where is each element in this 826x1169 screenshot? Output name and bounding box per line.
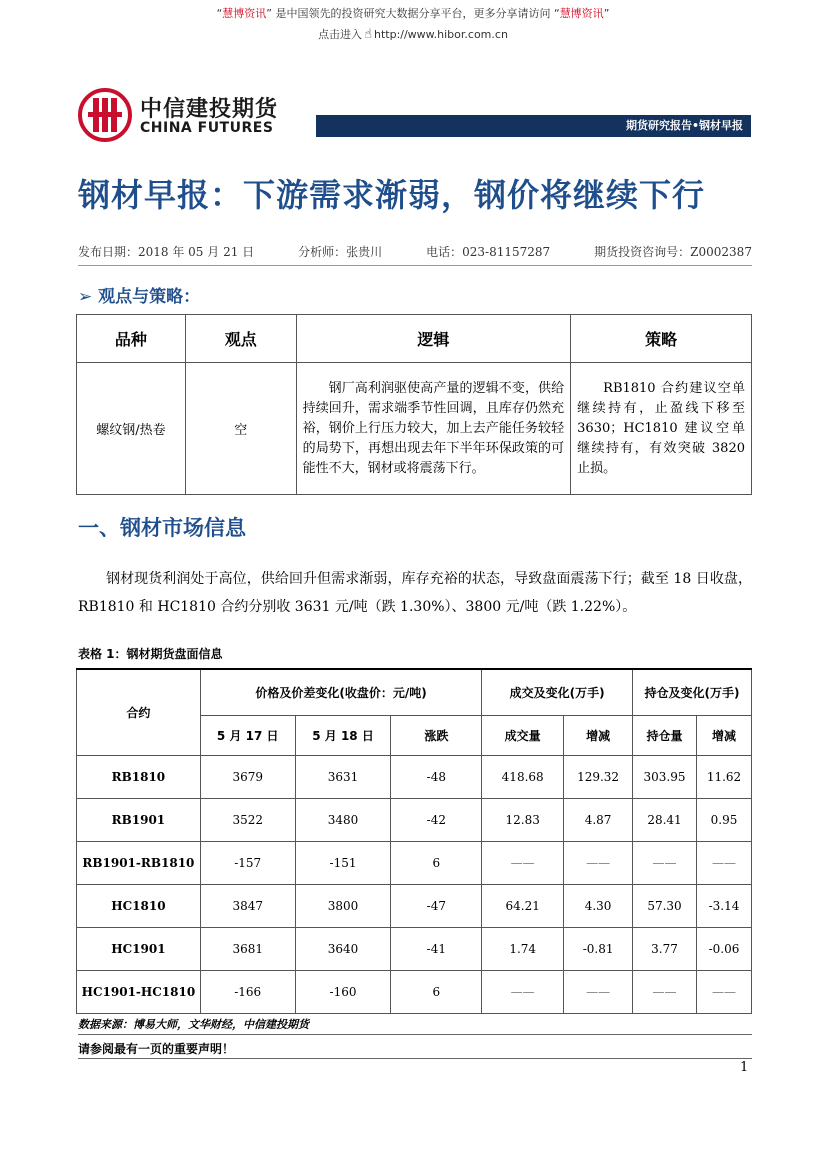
cell-value: 4.87 xyxy=(564,798,633,841)
promo-url-link[interactable]: http://www.hibor.com.cn xyxy=(373,28,508,41)
cell-contract: HC1901-HC1810 xyxy=(77,970,201,1013)
cell-value: —— xyxy=(696,841,751,884)
header-open-interest-change: 持仓及变化(万手) xyxy=(633,669,752,715)
cell-value: 57.30 xyxy=(633,884,697,927)
report-type-bar: 期货研究报告•钢材早报 xyxy=(316,115,751,137)
cell-contract: HC1810 xyxy=(77,884,201,927)
phone: 电话：023-81157287 xyxy=(426,245,551,259)
promo-quote-close: ” xyxy=(603,7,610,20)
license-number: 期货投资咨询号：Z0002387 xyxy=(594,245,752,259)
cell-value: 3679 xyxy=(200,755,295,798)
cell-value: —— xyxy=(633,970,697,1013)
cell-logic: 钢厂高利润驱使高产量的逻辑不变，供给持续回升，需求端季节性回调，且库存仍然充裕，钢价上行压力较大，加上去产能任务较轻的局势下，再想出现去年下半年环保政策的可能性不大，钢材或将震荡下行。 xyxy=(296,363,571,495)
table-caption: 表格 1：钢材期货盘面信息 xyxy=(78,647,223,661)
cell-value: 11.62 xyxy=(696,755,751,798)
subheader-volume-delta: 增减 xyxy=(564,715,633,755)
table-row xyxy=(77,884,752,927)
header-price-change: 价格及价差变化(收盘价：元/吨) xyxy=(200,669,481,715)
cell-value: 3640 xyxy=(295,927,391,970)
cell-value: —— xyxy=(696,970,751,1013)
cell-value: 4.30 xyxy=(564,884,633,927)
market-table xyxy=(76,668,752,1014)
header-strategy: 策略 xyxy=(571,315,752,363)
cell-value: 0.95 xyxy=(696,798,751,841)
cell-contract: RB1810 xyxy=(77,755,201,798)
promo-link-prefix[interactable]: 点击进入 xyxy=(318,28,363,41)
cell-value: 3800 xyxy=(295,884,391,927)
cell-value: —— xyxy=(633,841,697,884)
section-label: 观点与策略： xyxy=(98,287,201,307)
data-source: 数据来源：博易大师，文华财经，中信建投期货 xyxy=(78,1018,309,1031)
cell-value: 418.68 xyxy=(482,755,564,798)
cell-value: 3847 xyxy=(200,884,295,927)
promo-brand-link[interactable]: 慧博资讯 xyxy=(222,7,267,20)
cell-value: —— xyxy=(564,970,633,1013)
cell-contract: RB1901-RB1810 xyxy=(77,841,201,884)
subheader-volume: 成交量 xyxy=(482,715,564,755)
cell-value: -42 xyxy=(391,798,482,841)
subheader-may17: 5 月 17 日 xyxy=(200,715,295,755)
header-view: 观点 xyxy=(185,315,296,363)
analyst: 分析师：张贵川 xyxy=(298,245,383,259)
section-heading-market: 一、钢材市场信息 xyxy=(78,516,246,540)
page-title: 钢材早报：下游需求渐弱，钢价将继续下行 xyxy=(78,176,706,214)
cell-value: -48 xyxy=(391,755,482,798)
cell-value: 3480 xyxy=(295,798,391,841)
report-meta xyxy=(78,243,752,260)
page-number: 1 xyxy=(740,1060,749,1075)
cell-value: 303.95 xyxy=(633,755,697,798)
cell-value: -3.14 xyxy=(696,884,751,927)
cell-variety: 螺纹钢/热卷 xyxy=(77,363,186,495)
cell-value: 28.41 xyxy=(633,798,697,841)
promo-brand-link-2[interactable]: 慧博资讯 xyxy=(559,7,604,20)
cell-value: 12.83 xyxy=(482,798,564,841)
cell-value: 6 xyxy=(391,970,482,1013)
table-row xyxy=(77,841,752,884)
divider xyxy=(78,1034,752,1035)
promo-link-line[interactable] xyxy=(0,26,826,42)
logo-chinese-name: 中信建投期货 xyxy=(140,97,279,122)
logo-english-name: CHINA FUTURES xyxy=(140,120,274,136)
promo-text: ” 是中国领先的投资研究大数据分享平台，更多分享请访问 “ xyxy=(266,7,560,20)
cell-value: -157 xyxy=(200,841,295,884)
cell-contract: RB1901 xyxy=(77,798,201,841)
cell-value: -160 xyxy=(295,970,391,1013)
cell-value: -0.81 xyxy=(564,927,633,970)
cell-strategy: RB1810 合约建议空单继续持有，止盈线下移至 3630；HC1810 建议空单继续持有，有效突破 3820 止损。 xyxy=(571,363,752,495)
cell-view: 空 xyxy=(185,363,296,495)
promo-quote: “ xyxy=(216,7,223,20)
table-header-row xyxy=(77,315,752,363)
promo-banner xyxy=(0,6,826,22)
table-row xyxy=(77,970,752,1013)
publish-date: 发布日期：2018 年 05 月 21 日 xyxy=(78,245,255,259)
cell-value: 64.21 xyxy=(482,884,564,927)
header-variety: 品种 xyxy=(77,315,186,363)
cell-contract: HC1901 xyxy=(77,927,201,970)
header-volume-change: 成交及变化(万手) xyxy=(482,669,633,715)
subheader-change: 涨跌 xyxy=(391,715,482,755)
subheader-may18: 5 月 18 日 xyxy=(295,715,391,755)
subheader-open-interest: 持仓量 xyxy=(633,715,697,755)
cell-value: —— xyxy=(482,970,564,1013)
disclaimer-note: 请参阅最有一页的重要声明！ xyxy=(78,1042,235,1056)
table-header-row xyxy=(77,669,752,715)
china-futures-logo-icon xyxy=(78,88,132,142)
cell-value: 3522 xyxy=(200,798,295,841)
divider xyxy=(78,1058,752,1059)
table-row xyxy=(77,755,752,798)
cell-value: -166 xyxy=(200,970,295,1013)
cell-value: -0.06 xyxy=(696,927,751,970)
cell-value: 3631 xyxy=(295,755,391,798)
market-paragraph: 钢材现货利润处于高位，供给回升但需求渐弱，库存充裕的状态，导致盘面震荡下行；截至 18 日收盘，RB1810 和 HC1810 合约分别收 3631 元/吨（跌 1.30%）、3800 元/吨（跌 1.22%）。 xyxy=(78,571,752,615)
cell-value: -151 xyxy=(295,841,391,884)
hand-cursor-icon: ☝ xyxy=(364,27,372,42)
header-contract: 合约 xyxy=(77,669,201,755)
arrow-bullet-icon: ➢ xyxy=(78,287,93,307)
cell-value: -47 xyxy=(391,884,482,927)
header-logic: 逻辑 xyxy=(296,315,571,363)
cell-value: 3681 xyxy=(200,927,295,970)
strategy-table xyxy=(76,314,752,495)
cell-value: 3.77 xyxy=(633,927,697,970)
cell-value: -41 xyxy=(391,927,482,970)
cell-value: 129.32 xyxy=(564,755,633,798)
section-heading-strategy xyxy=(78,282,200,307)
table-row xyxy=(77,927,752,970)
table-row xyxy=(77,363,752,495)
cell-value: —— xyxy=(482,841,564,884)
divider xyxy=(78,265,752,266)
cell-value: 6 xyxy=(391,841,482,884)
cell-value: 1.74 xyxy=(482,927,564,970)
cell-value: —— xyxy=(564,841,633,884)
table-row xyxy=(77,798,752,841)
subheader-oi-delta: 增减 xyxy=(696,715,751,755)
